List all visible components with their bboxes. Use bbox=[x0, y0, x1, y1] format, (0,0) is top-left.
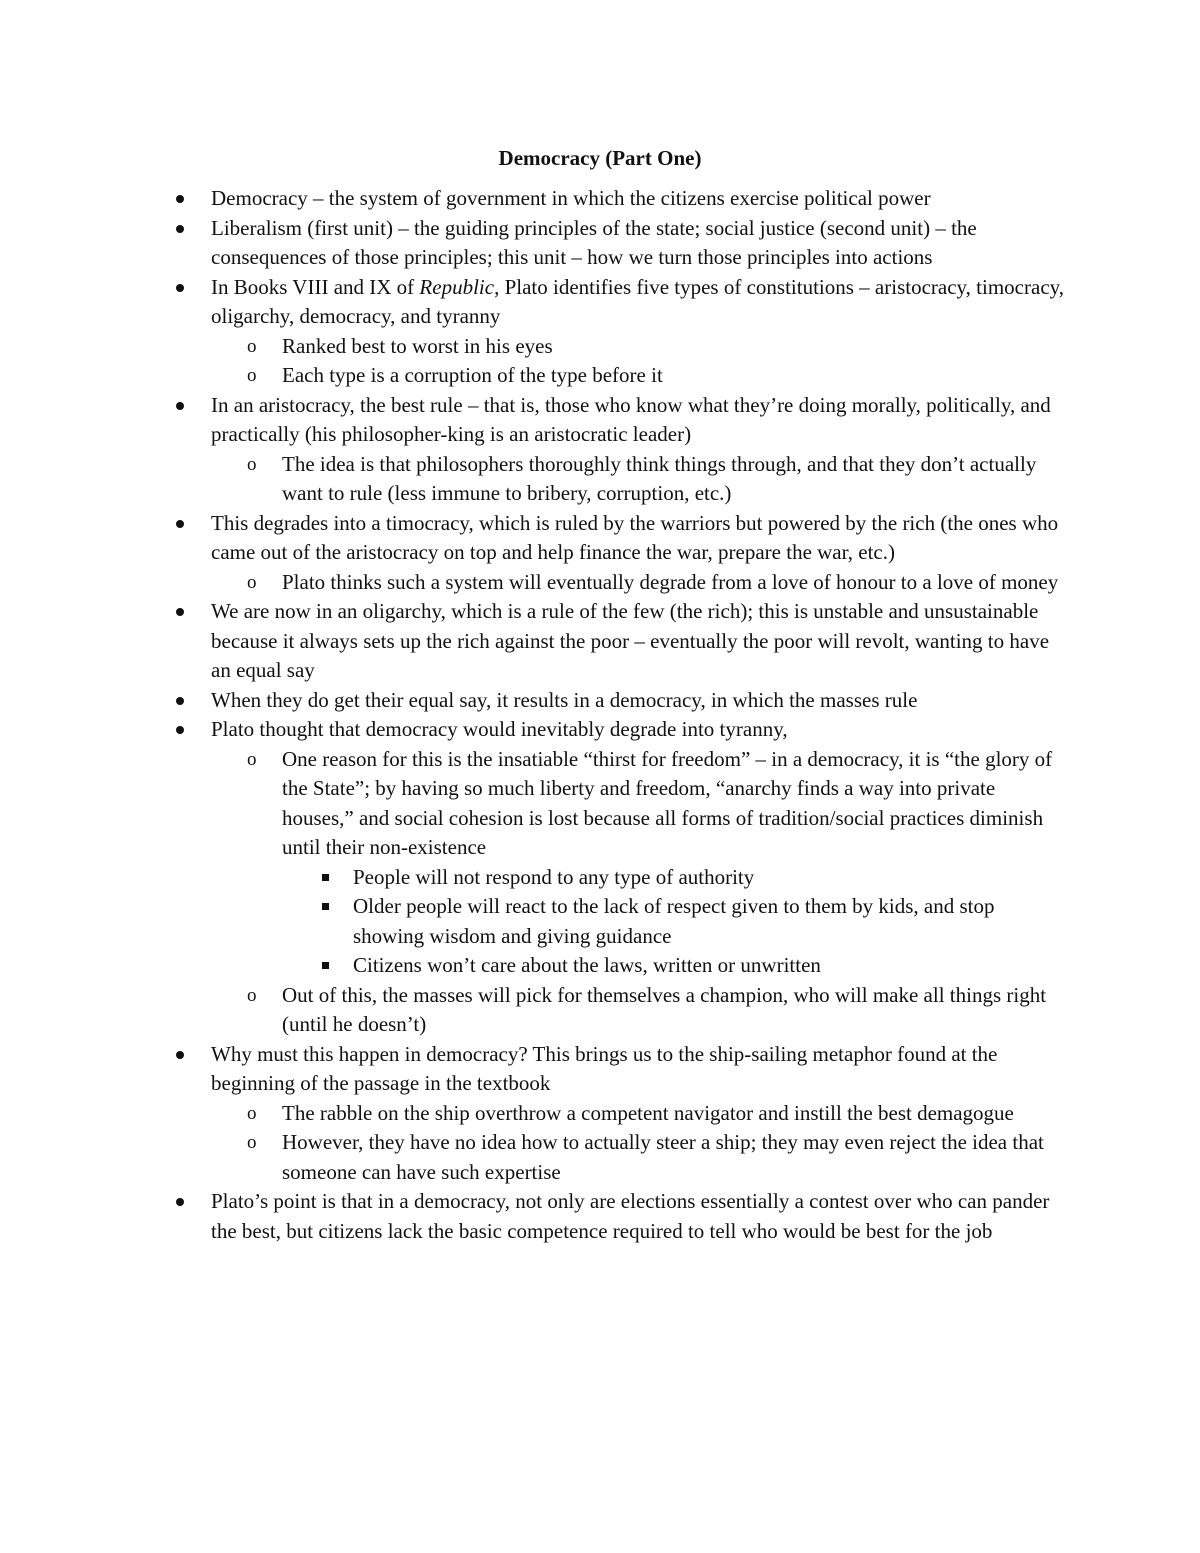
sub-sub-list-item bbox=[353, 951, 1070, 981]
hollow-bullet-icon: o bbox=[247, 1132, 257, 1153]
bullet-icon bbox=[176, 697, 184, 705]
page-title: Democracy (Part One) bbox=[498, 146, 702, 170]
sub-list-item bbox=[247, 1128, 1070, 1187]
list-item bbox=[170, 597, 1070, 686]
list-item-text: We are now in an oligarchy, which is a rule of the few (the rich); this is unstable and unsustainable because it always sets up the rich against the poor – eventually the poor will revolt, wanting to have an equal say bbox=[211, 599, 1050, 682]
list-item bbox=[170, 686, 1070, 716]
list-item-text: Plato thought that democracy would inevitably degrade into tyranny, bbox=[211, 717, 788, 741]
sub-list-item bbox=[247, 361, 1070, 391]
bullet-icon bbox=[176, 608, 184, 616]
list-item-text-pre: In Books VIII and IX of bbox=[211, 274, 420, 299]
sub-list-item-text: The rabble on the ship overthrow a competent navigator and instill the best demagogue bbox=[282, 1100, 1014, 1125]
list-item bbox=[170, 391, 1070, 509]
sub-list-item-text: Each type is a corruption of the type before it bbox=[282, 363, 663, 387]
sub-sub-list-item-text: People will not respond to any type of authority bbox=[353, 864, 755, 889]
sub-list-item bbox=[247, 332, 1070, 362]
book-title-italic: Republic bbox=[419, 274, 495, 299]
hollow-bullet-icon: o bbox=[247, 365, 257, 386]
sub-sub-list-item bbox=[353, 863, 1070, 893]
bullet-icon bbox=[176, 402, 184, 410]
list-item-text: When they do get their equal say, it results in a democracy, in which the masses rule bbox=[211, 687, 918, 712]
hollow-bullet-icon: o bbox=[247, 335, 257, 357]
sub-list-item-text: Out of this, the masses will pick for themselves a champion, who will make all things right (until he doesn’t) bbox=[282, 982, 1047, 1036]
sub-bullet-list bbox=[247, 450, 1070, 509]
list-item-text-post: , Plato identifies five types of constitutions – aristocracy, timocracy, oligarchy, democracy, and tyranny bbox=[211, 274, 1065, 328]
bullet-icon bbox=[176, 195, 184, 203]
list-item-text: Liberalism (first unit) – the guiding principles of the state; social justice (second unit) – the consequences of those principles; this unit – how we turn those principles into actions bbox=[211, 215, 977, 269]
bullet-icon bbox=[176, 1051, 184, 1059]
list-item-text: Why must this happen in democracy? This brings us to the ship-sailing metaphor found at the beginning of the passage in the textbook bbox=[211, 1041, 998, 1095]
list-item bbox=[170, 184, 1070, 214]
list-item-text: Plato’s point is that in a democracy, not only are elections essentially a contest over who can pander the best, but citizens lack the basic competence required to tell who would be best for the job bbox=[211, 1189, 1050, 1243]
list-item bbox=[170, 214, 1070, 273]
sub-sub-list-item bbox=[353, 892, 1070, 951]
list-item-text: Democracy – the system of government in which the citizens exercise political power bbox=[211, 186, 931, 210]
bullet-icon bbox=[176, 520, 184, 528]
document-body bbox=[170, 184, 1070, 1246]
hollow-bullet-icon: o bbox=[247, 748, 257, 770]
hollow-bullet-icon: o bbox=[247, 571, 257, 593]
sub-list-item-text: Plato thinks such a system will eventually degrade from a love of honour to a love of money bbox=[282, 569, 1059, 594]
square-bullet-icon bbox=[322, 903, 329, 910]
sub-list-item bbox=[247, 981, 1070, 1040]
list-item-text: In an aristocracy, the best rule – that is, those who know what they’re doing morally, politically, and practically (his philosopher-king is an aristocratic leader) bbox=[211, 392, 1051, 446]
square-bullet-icon bbox=[322, 962, 329, 969]
list-item bbox=[170, 509, 1070, 598]
sub-bullet-list bbox=[247, 332, 1070, 391]
list-item bbox=[170, 273, 1070, 391]
bullet-icon bbox=[176, 284, 184, 292]
sub-list-item-text: The idea is that philosophers thoroughly think things through, and that they don’t actually want to rule (less immune to bribery, corruption, etc.) bbox=[282, 451, 1037, 505]
square-bullet-icon bbox=[322, 874, 329, 881]
sub-bullet-list bbox=[247, 1099, 1070, 1188]
sub-bullet-list bbox=[247, 568, 1070, 598]
sub-sub-list-item-text: Older people will react to the lack of respect given to them by kids, and stop showing wisdom and giving guidance bbox=[353, 894, 995, 948]
sub-list-item-text: Ranked best to worst in his eyes bbox=[282, 333, 553, 358]
bullet-list bbox=[170, 184, 1070, 1246]
hollow-bullet-icon: o bbox=[247, 984, 257, 1006]
sub-sub-bullet-list bbox=[353, 863, 1070, 981]
list-item bbox=[170, 1187, 1070, 1246]
list-item bbox=[170, 715, 1070, 1040]
sub-list-item bbox=[247, 1099, 1070, 1129]
bullet-icon bbox=[176, 1198, 184, 1206]
sub-list-item bbox=[247, 568, 1070, 598]
list-item bbox=[170, 1040, 1070, 1188]
sub-list-item-text: However, they have no idea how to actually steer a ship; they may even reject the idea that someone can have such expertise bbox=[282, 1130, 1044, 1184]
list-item-text bbox=[211, 275, 1064, 329]
sub-list-item bbox=[247, 745, 1070, 981]
sub-list-item bbox=[247, 450, 1070, 509]
hollow-bullet-icon: o bbox=[247, 453, 257, 475]
sub-list-item-text: One reason for this is the insatiable “thirst for freedom” – in a democracy, it is “the glory of the State”; by having so much liberty and freedom, “anarchy finds a way into private houses,” and social cohesion is lost because all forms of tradition/social practices diminish until their non-existence bbox=[282, 746, 1053, 859]
list-item-text: This degrades into a timocracy, which is ruled by the warriors but powered by the rich (the ones who came out of the aristocracy on top and help finance the war, prepare the war, etc.) bbox=[211, 510, 1059, 564]
bullet-icon bbox=[176, 225, 184, 233]
sub-sub-list-item-text: Citizens won’t care about the laws, written or unwritten bbox=[353, 953, 821, 977]
bullet-icon bbox=[176, 726, 184, 734]
sub-bullet-list bbox=[247, 745, 1070, 1040]
hollow-bullet-icon: o bbox=[247, 1102, 257, 1124]
